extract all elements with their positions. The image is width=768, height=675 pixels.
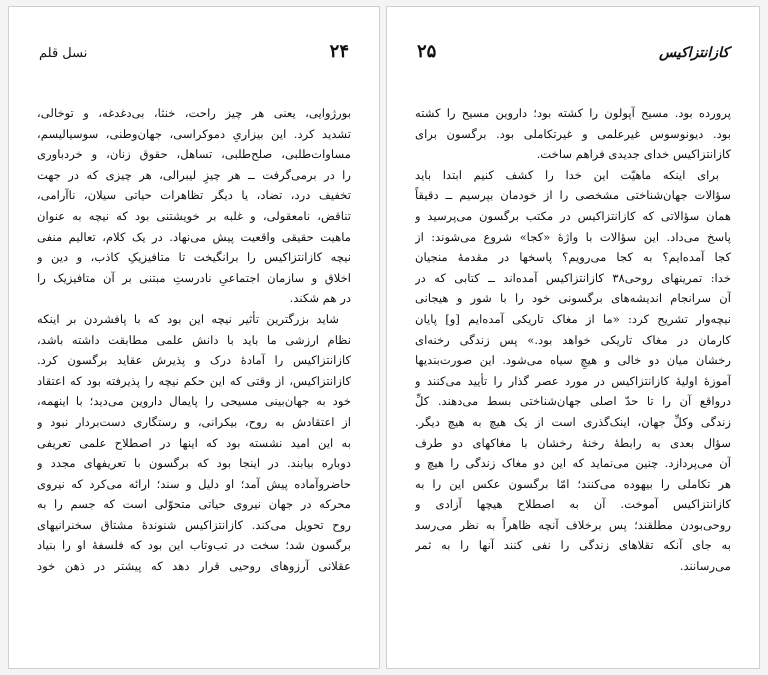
text-line: سؤالات جهان‌شناختی مشخصی را از خودمان بپرسیم ــ دقیقاً bbox=[415, 188, 731, 203]
text-line: کجا آمده‌ایم؟ به کجا می‌رویم؟ پاسخها در مقدمهٔ منجیان bbox=[415, 250, 731, 265]
text-line: نیچه‌وار تشریح کرد: «ما از مغاک تاریکی آمده‌ایم [و] پایان bbox=[415, 311, 731, 326]
text-line: هر تکاملی را بیهوده می‌کنند؛ امّا برگسون عکس این را به bbox=[415, 476, 731, 491]
text-line: به این امید نشسته بود که اینها در اصطلاح علمی تعریفی bbox=[37, 435, 351, 450]
text-line: حاضروآماده پیش آمد؛ او دلیل و سند؛ ارائه می‌کرد که نیروی bbox=[37, 476, 351, 491]
text-line: دوباره بیابند. در اینجا بود که برگسون با تعریفهای مجدد و bbox=[37, 456, 351, 471]
text-line: روحی‌بودن مطلقند؛ پس برخلاف آنچه ظاهراً به نظر می‌رسد bbox=[415, 517, 731, 532]
right-page bbox=[386, 6, 760, 669]
text-line: آموزهٔ اولیهٔ کازانتزاکیس در مورد عصر گذار را تأیید می‌کنند و bbox=[415, 373, 731, 388]
text-line: محرکه در جهان نیروی حیاتی متحوّلی است که جسم را به bbox=[37, 497, 351, 512]
text-line: خود به جهان‌بینی مسیحی را پایمال داروین می‌دید؛ با اینهمه، bbox=[37, 394, 351, 409]
text-line: آن می‌پردازد. چنین می‌نماید که این دو مغاک زندگی را هیچ و bbox=[415, 456, 731, 471]
text-line: نیچه کازانتزاکیس را برانگیخت تا متافیزیکِ کاذب، و دین و bbox=[37, 250, 351, 265]
running-title: کازانتزاکیس bbox=[658, 45, 729, 61]
right-page-header bbox=[417, 41, 729, 67]
running-title: نسل قلم bbox=[39, 46, 88, 61]
text-line: بورژوایی، یعنی هر چیز راحت، خنثا، بی‌دغدغه، و توخالی، bbox=[37, 106, 351, 120]
text-line: برگسون شد؛ سخت در تب‌وتاب این بود که فلسفهٔ او را بنیاد bbox=[37, 538, 351, 553]
text-line: سؤال بعدی به رابطهٔ رخنهٔ رخشان با مغاکهای دو طرف bbox=[415, 435, 731, 450]
right-page-body bbox=[415, 103, 731, 577]
text-line: مساوات‌طلبی، صلح‌طلبی، تساهل، حقوق زنان، و خردباوری bbox=[37, 147, 351, 162]
text-line: درواقع آن را تا حدّ اصلی جهان‌شناختی بسط می‌دهند. کلِّ bbox=[415, 394, 731, 409]
left-page bbox=[8, 6, 380, 669]
text-line: تخفیف درد، تضاد، یا دیگر تظاهرات حیاتی سیلان، ناآرامی، bbox=[37, 188, 351, 203]
text-line: خدا: تمرینهای روحی۳۸ کازانتزاکیس آمده‌اند ــ کتابی که در bbox=[415, 270, 731, 285]
text-line: کازانتزاکیس، از وقتی که این حکم نیچه را پذیرفته بود که اعتقاد bbox=[37, 373, 351, 388]
text-line: تناقض، نامعقولی، و غلبه بر خویشتنی بود که نیچه به عنوان bbox=[37, 208, 351, 223]
text-line: کارمان در مغاک تاریکی خواهد بود.» پس زندگی رخنه‌ای bbox=[415, 332, 731, 347]
page-number: ۲۴ bbox=[329, 41, 349, 62]
text-line: پاسخ می‌داد. این سؤالات با واژهٔ «کجا» شروع می‌شوند: از bbox=[415, 229, 731, 244]
left-page-body bbox=[37, 103, 351, 577]
text-line: در هم شکند. bbox=[289, 291, 351, 306]
text-line: بود. دیونوسوس غیرعلمی و غیرتکاملی بود. برگسون برای bbox=[415, 126, 731, 141]
text-line: نظام ارزشی ما باید با دانش علمی مطابقت داشته باشد، bbox=[37, 332, 351, 347]
text-line: از اعتقادش به روح، بیکرانی، و رستگاری دست‌بردار نبود و bbox=[37, 414, 351, 429]
text-line: رخشان میان دو خالی و هیچِ سیاه می‌شود. این صورت‌بندیها bbox=[415, 353, 731, 368]
text-line: را در برمی‌گرفت ــ هر چیزِ لیبرالی، هر چیزی که در جهت bbox=[37, 167, 351, 182]
text-line: برای اینکه ماهیّت این خدا را کشف کنیم ابتدا باید bbox=[415, 167, 719, 182]
left-page-header bbox=[39, 41, 349, 67]
text-line: کازانتزاکیس آموخت. آن به اصطلاح هیچها آزادی و bbox=[415, 497, 731, 512]
text-line: کازانتزاکیس خدای جدیدی فراهم ساخت. bbox=[536, 147, 731, 162]
text-line: زندگی وکلِّ جهان، اینک‌گذری است از یک هیچ به هیچ دیگر. bbox=[415, 414, 731, 429]
text-line: به جای آنکه تقلاهای زندگی را نفی کنند آنها را به ثمر bbox=[415, 538, 731, 553]
text-line: آن سرانجام اندیشه‌های برگسونی خود را با شور و هیجانی bbox=[415, 291, 731, 306]
text-line: روح تحویل می‌کند. کازانتزاکیس شنوندهٔ مشتاق سخنرانیهای bbox=[37, 517, 351, 532]
text-line: تشدید کرد. این بیزاریِ دموکراسی، جهان‌وطنی، سوسیالیسم، bbox=[37, 126, 351, 141]
text-line: اخلاق و سازمان اجتماعیِ نادرستِ مبتنی بر آن متافیزیک را bbox=[37, 270, 351, 285]
text-line: همان سؤالاتی که کازانتزاکیس در مکتب برگسون می‌پرسید و bbox=[415, 208, 731, 223]
text-line: ماهیت حقیقی واقعیت پیش می‌نهاد. در یک کلام، تعالیم منفی bbox=[37, 229, 351, 244]
text-line: می‌رسانند. bbox=[679, 559, 731, 574]
text-line: شاید بزرگترین تأثیر نیچه این بود که با پافشردن بر اینکه bbox=[37, 311, 339, 326]
text-line: کازانتزاکیس را آمادهٔ درک و پذیرش عقاید برگسون کرد. bbox=[37, 353, 351, 368]
text-line: عقلانی آرزوهای روحیی قرار دهد که پیشتر در ذهن خود bbox=[37, 559, 351, 574]
text-line: پرورده بود. مسیح آپولون را کشته بود؛ داروین مسیح را کشته bbox=[415, 106, 731, 120]
page-number: ۲۵ bbox=[417, 41, 437, 62]
